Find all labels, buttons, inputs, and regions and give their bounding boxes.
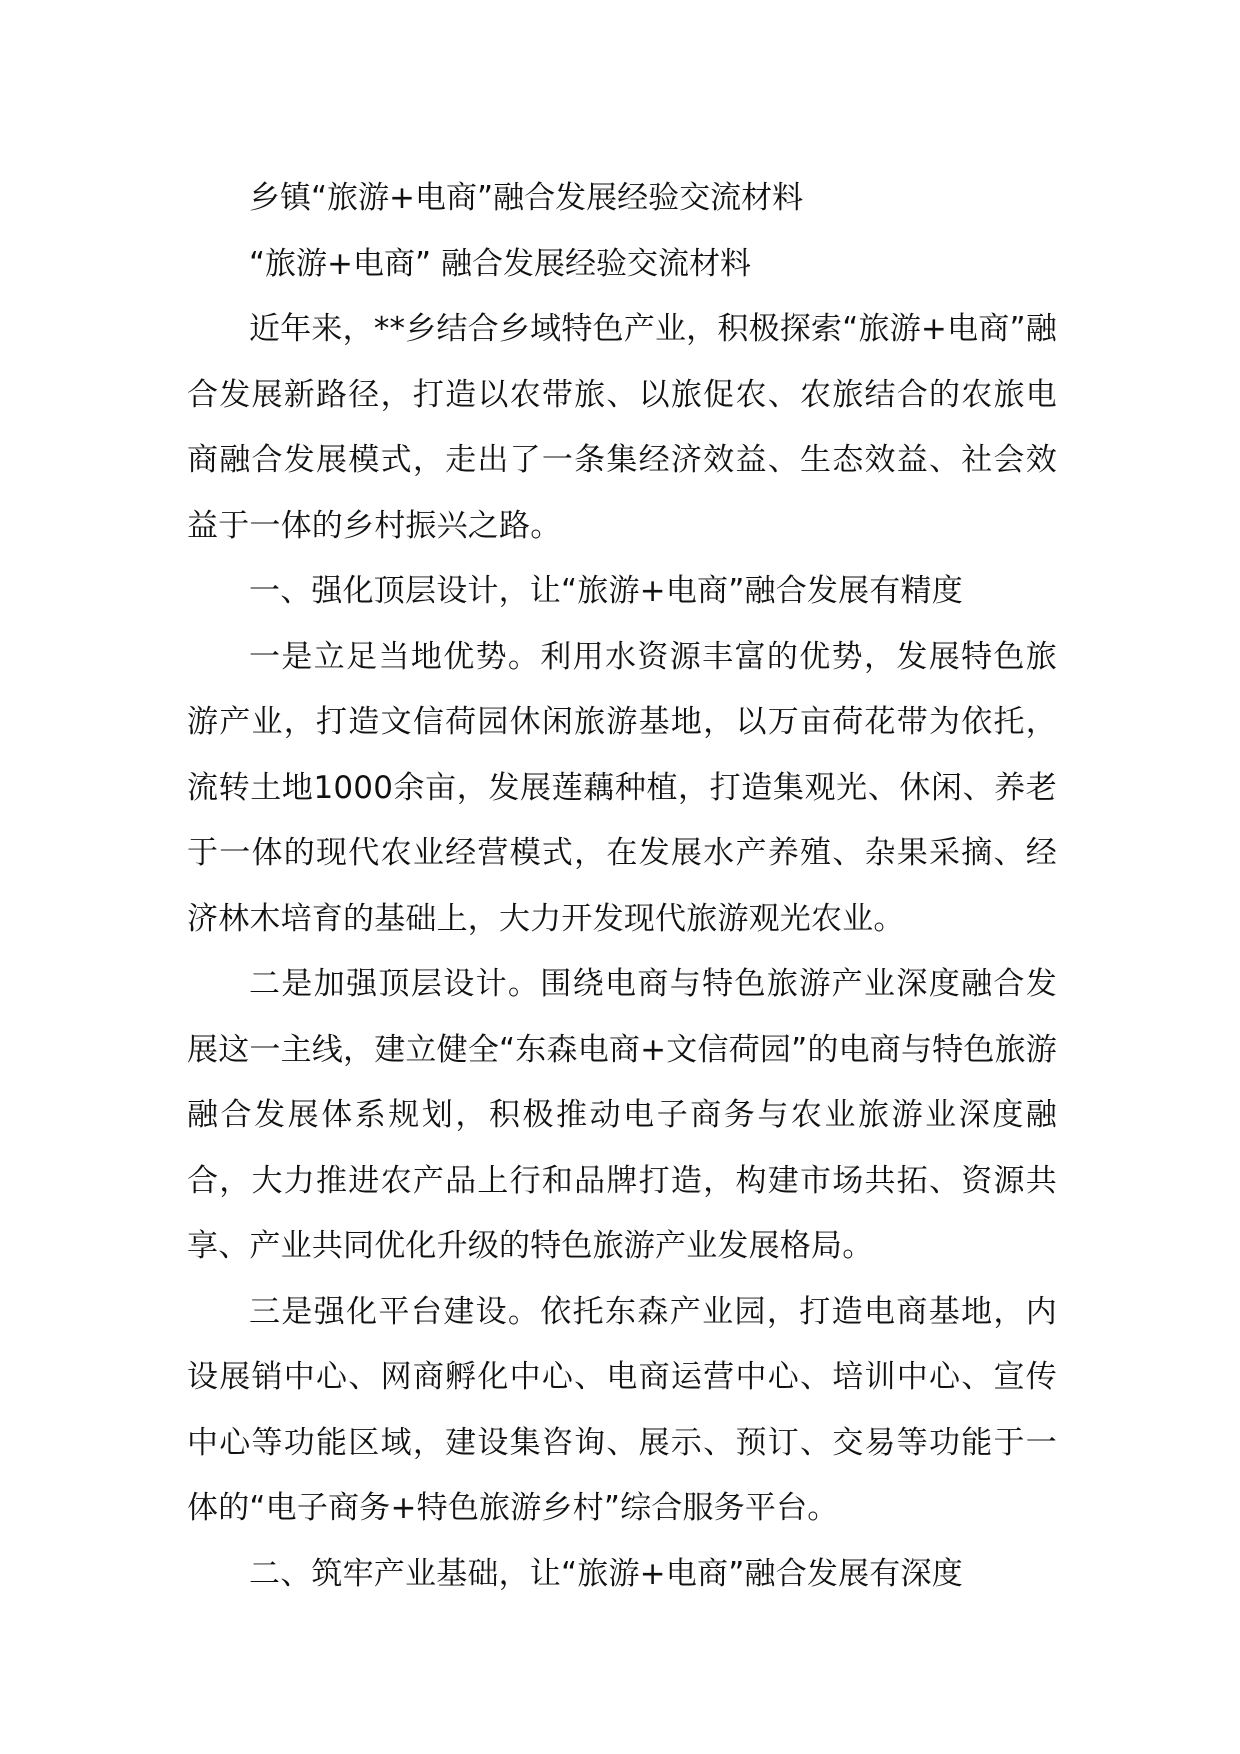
document-subtitle: “旅游+电商” 融合发展经验交流材料 xyxy=(249,245,751,282)
section-heading-1: 一、强化顶层设计，让“旅游+电商”融合发展有精度 xyxy=(249,573,963,609)
paragraph-intro: 近年来，**乡结合乡域特色产业，积极探索“旅游+电商”融合发展新路径，打造以农带旅、以旅促农、农旅结合的农旅电商融合发展模式，走出了一条集经济效益、生态效益、社会效益于一体的乡村振兴之路。 xyxy=(187,311,1057,544)
paragraph-local-advantage: 一是立足当地优势。利用水资源丰富的优势，发展特色旅游产业，打造文信荷园休闲旅游基地，以万亩荷花带为依托，流转土地1000余亩，发展莲藕种植，打造集观光、休闲、养老于一体的现代农业经营模式，在发展水产养殖、杂果采摘、经济林木培育的基础上，大力开发现代旅游观光农业。 xyxy=(187,638,1057,937)
paragraph-top-design: 二是加强顶层设计。围绕电商与特色旅游产业深度融合发展这一主线，建立健全“东森电商+文信荷园”的电商与特色旅游融合发展体系规划，积极推动电子商务与农业旅游业深度融合，大力推进农产品上行和品牌打造，构建市场共拓、资源共享、产业共同优化升级的特色旅游产业发展格局。 xyxy=(187,966,1057,1264)
document-title: 乡镇“旅游+电商”融合发展经验交流材料 xyxy=(249,180,804,216)
section-heading-2: 二、筑牢产业基础，让“旅游+电商”融合发展有深度 xyxy=(249,1555,963,1592)
document-body xyxy=(187,166,1057,1607)
paragraph-platform-building: 三是强化平台建设。依托东森产业园，打造电商基地，内设展销中心、网商孵化中心、电商运营中心、培训中心、宣传中心等功能区域，建设集咨询、展示、预订、交易等功能于一体的“电子商务+特色旅游乡村”综合服务平台。 xyxy=(187,1293,1057,1526)
